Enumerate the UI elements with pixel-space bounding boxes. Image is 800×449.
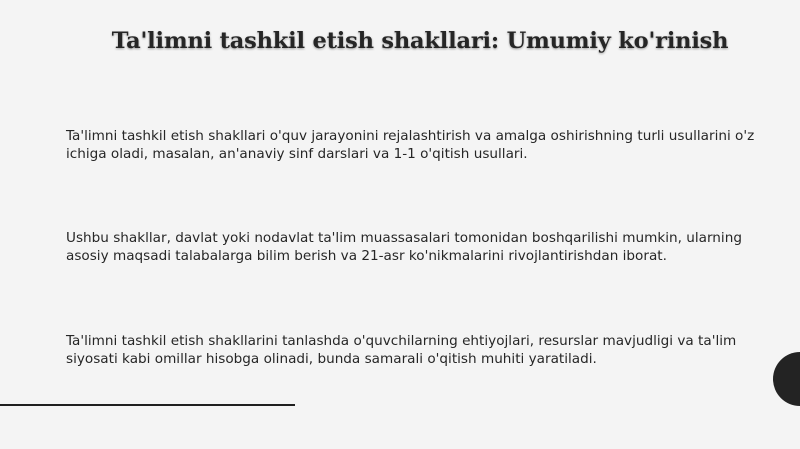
paragraph-2: Ushbu shakllar, davlat yoki nodavlat ta'lim muassasalari tomonidan boshqarilishi mumkin, ularning asosiy maqsadi talabalarga bilim berish va 21-asr ko'nikmalarini rivojlantirishdan iborat. [66, 230, 742, 264]
decorative-circle [773, 352, 800, 406]
decorative-divider [0, 404, 295, 406]
slide-title: Ta'limni tashkil etish shakllari: Umumiy ko'rinish [111, 28, 729, 54]
paragraph-1: Ta'limni tashkil etish shakllari o'quv jarayonini rejalashtirish va amalga oshirishning turli usullarini o'z ichiga oladi, masalan, an'anaviy sinf darslari va 1-1 o'qitish usullari. [66, 128, 755, 162]
paragraph-3: Ta'limni tashkil etish shakllarini tanlashda o'quvchilarning ehtiyojlari, resurslar mavjudligi va ta'lim siyosati kabi omillar hisobga olinadi, bunda samarali o'qitish muhiti yaratiladi. [66, 333, 737, 367]
